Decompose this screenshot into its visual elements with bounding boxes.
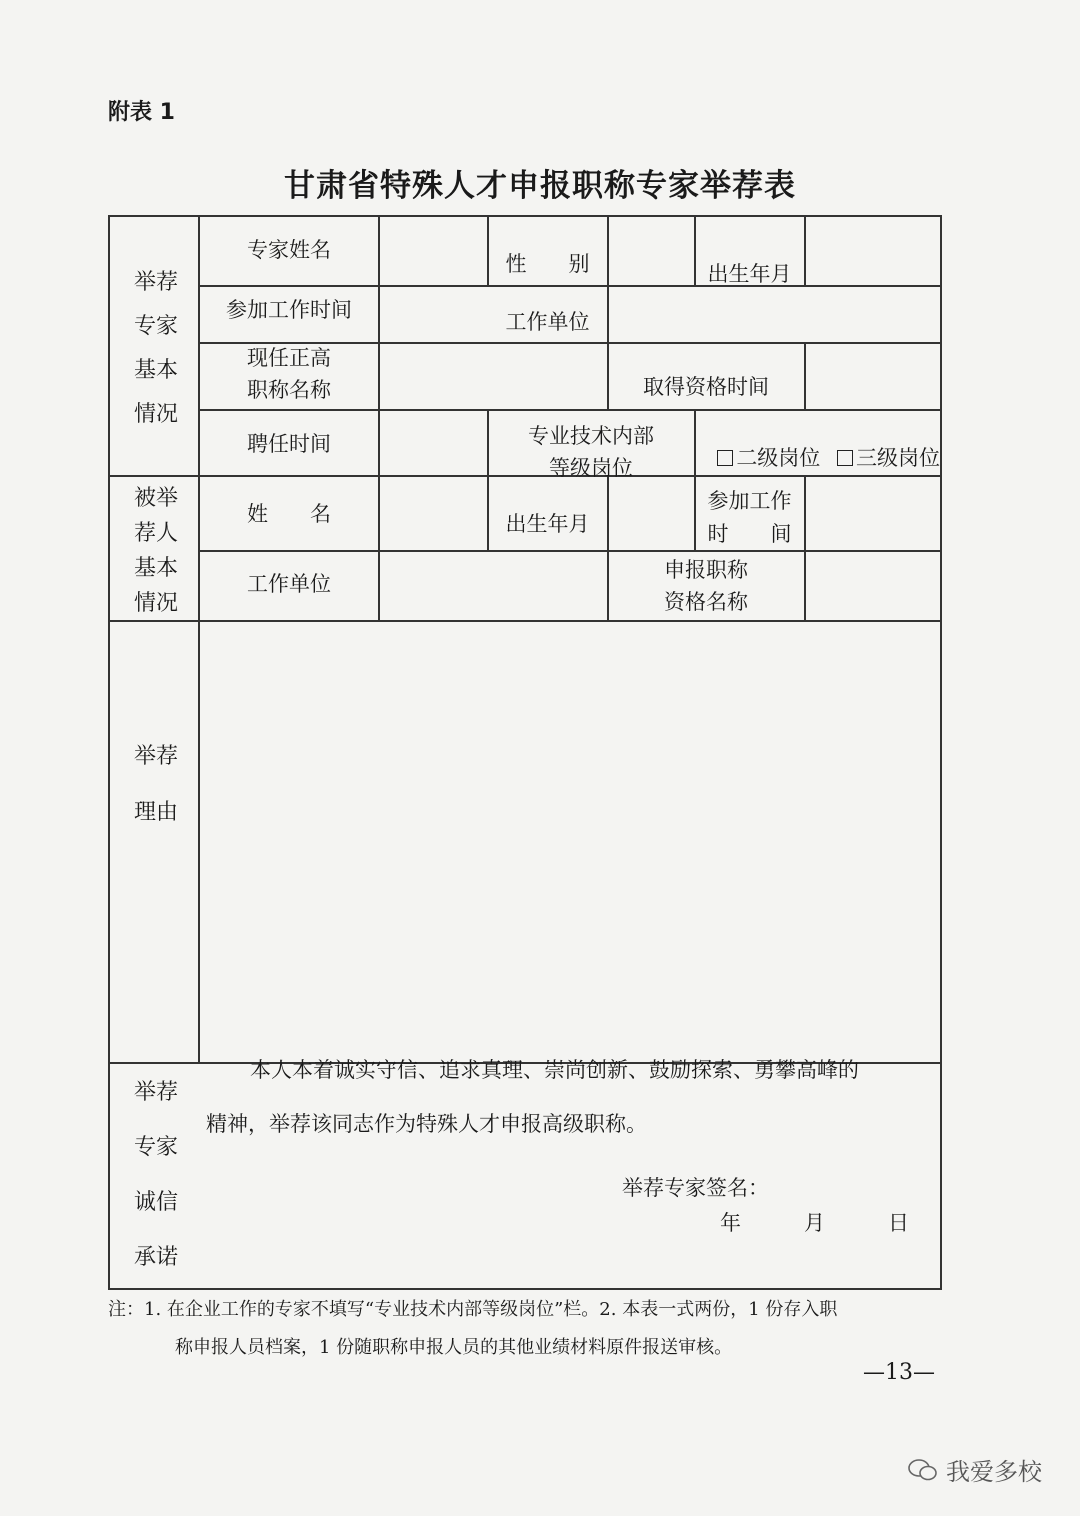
watermark bbox=[908, 1452, 1042, 1487]
reason-section-label: 举荐理由 bbox=[134, 744, 179, 825]
candidate-birth-label: 出生年月 bbox=[505, 512, 590, 536]
expert-hire-time-label: 聘任时间 bbox=[247, 432, 331, 456]
note-line-1: 注：1. 在企业工作的专家不填写“专业技术内部等级岗位”栏。2. 本表一式两份，1 份存入职 bbox=[108, 1299, 838, 1320]
integrity-paragraph-line2: 精神，举荐该同志作为特殊人才申报高级职称。 bbox=[206, 1112, 647, 1136]
candidate-birth-field[interactable] bbox=[609, 477, 693, 549]
expert-name-label: 专家姓名 bbox=[247, 238, 331, 262]
candidate-apply-label: 申报职称 资格名称 bbox=[664, 558, 748, 614]
expert-gender-field[interactable] bbox=[609, 219, 693, 283]
candidate-name-label: 姓 名 bbox=[247, 502, 331, 526]
integrity-section-label: 举荐专家诚信承诺 bbox=[133, 1080, 178, 1270]
candidate-section-label: 被举荐人基本情况 bbox=[134, 486, 179, 616]
expert-grade-label: 专业技术内部 等级岗位 bbox=[528, 424, 654, 480]
reason-field[interactable] bbox=[200, 622, 940, 1060]
candidate-employer-label: 工作单位 bbox=[247, 572, 331, 596]
recommendation-form bbox=[108, 215, 942, 1290]
expert-birth-label: 出生年月 bbox=[707, 262, 792, 286]
watermark-text: 我爱多校 bbox=[946, 1458, 1042, 1486]
form-title: 甘肃省特殊人才申报职称专家举荐表 bbox=[284, 168, 796, 204]
page-number: —13— bbox=[863, 1360, 935, 1385]
expert-title-field[interactable] bbox=[380, 344, 606, 408]
candidate-employer-field[interactable] bbox=[380, 552, 606, 619]
candidate-apply-field[interactable] bbox=[806, 552, 940, 619]
row-line bbox=[200, 409, 942, 411]
expert-gender-label: 性 别 bbox=[505, 252, 590, 276]
expert-section-label: 举荐专家基本情况 bbox=[134, 270, 179, 427]
expert-hire-time-field[interactable] bbox=[380, 411, 486, 473]
candidate-work-start-field[interactable] bbox=[806, 477, 940, 549]
date-line: 年 月 日 bbox=[720, 1211, 909, 1235]
level3-checkbox[interactable]: 三级岗位 bbox=[837, 446, 940, 470]
note-line-2: 称申报人员档案，1 份随职称申报人员的其他业绩材料原件报送审核。 bbox=[175, 1337, 733, 1358]
chat-bubble-icon bbox=[908, 1459, 938, 1481]
candidate-work-start-label: 参加工作 时 间 bbox=[707, 489, 792, 546]
expert-grade-options bbox=[696, 443, 940, 475]
expert-qual-time-field[interactable] bbox=[806, 344, 940, 408]
expert-employer-label: 工作单位 bbox=[505, 310, 590, 334]
expert-birth-field[interactable] bbox=[806, 219, 940, 283]
expert-qual-time-label: 取得资格时间 bbox=[643, 375, 769, 399]
expert-name-field[interactable] bbox=[380, 219, 486, 283]
candidate-name-field[interactable] bbox=[380, 477, 486, 549]
signature-field[interactable] bbox=[772, 1167, 932, 1207]
expert-work-start-label: 参加工作时间 bbox=[226, 298, 352, 322]
expert-title-label: 现任正高 职称名称 bbox=[247, 346, 331, 402]
expert-employer-field[interactable] bbox=[609, 287, 940, 341]
attachment-label: 附表 1 bbox=[108, 100, 175, 125]
signature-label: 举荐专家签名： bbox=[622, 1176, 769, 1200]
level2-checkbox[interactable]: 二级岗位 bbox=[717, 446, 820, 470]
integrity-paragraph-line1: 本人本着诚实守信、追求真理、崇尚创新、鼓励探索、勇攀高峰的 bbox=[250, 1058, 859, 1082]
